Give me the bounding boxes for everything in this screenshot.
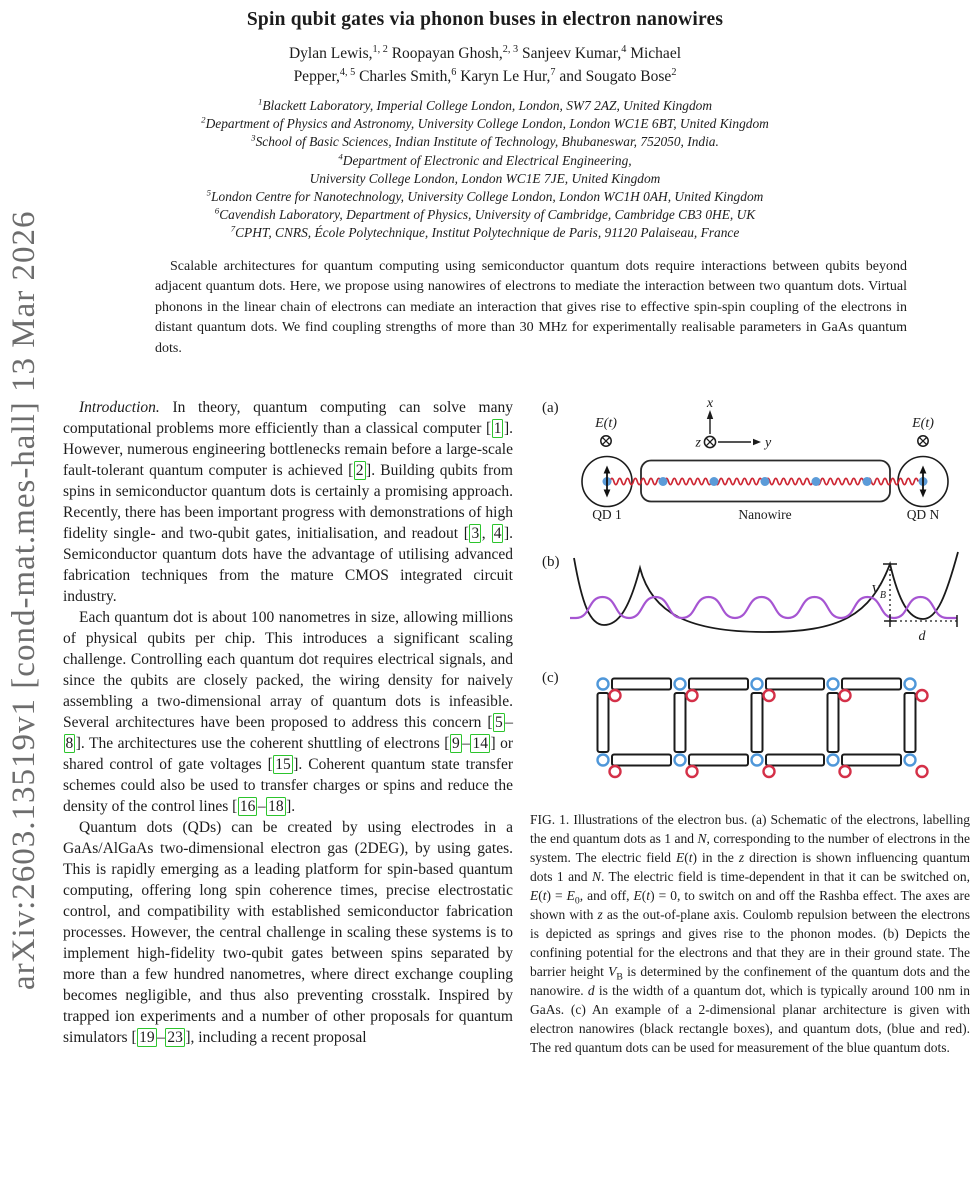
red-quantum-dot: [687, 690, 698, 701]
body-paragraph: [63, 607, 513, 817]
paragraph-text: Quantum dots (QDs) can be created by using electrodes in a GaAs/AlGaAs two-dimensional electron gas (2DEG), by using gates. This is rapidly emerging as a leading platform for spin-based quantum computing, offering long spin coherence times, precise electrostatic control, and compatibility with established semiconductor fabrication processes. However, the central challenge in scaling these systems is to implement high-fidelity two-qubit gates between spins separated by more than a few hundred nanometres, where direct exchange coupling becomes negligible, and thus also preventing crosstalk. Inspired by trapped ion experiments and a number of other proposals for quantum simulators [ 19 – 23 ], including a recent proposal: [63, 819, 513, 1046]
electron-dot: [659, 477, 668, 486]
left-column: [63, 397, 513, 1048]
x-axis-label: x: [706, 396, 714, 411]
nanowire-box: [598, 693, 609, 752]
paragraph-text: In theory, quantum computing can solve many computational problems more efficiently than a classical computer [ 1 ]. However, numerous engineering bottlenecks remain before a large-scale fault-tolerant quantum computer is achieved [ 2 ]. Building qubits from spins in semiconductor quantum dots is certainly a promising approach. Recently, there has been important progress with demonstrations of high fidelity single- and two-qubit gates, initialisation, and readout [ 3 , 4 ]. Semiconductor quantum dots have the advantage of utilising advanced fabrication techniques from the mature CMOS integrated circuit industry.: [63, 399, 514, 605]
nanowire-box: [842, 755, 901, 766]
author-line-2: Pepper,$^{4, 5}$ Charles Smith,$^6$ Karyn Le Hur,$^7$ and Sougato Bose$^2$: [293, 66, 677, 85]
figure-panel-b: [530, 544, 970, 662]
nanowire-box: [752, 693, 763, 752]
red-quantum-dot: [840, 766, 851, 777]
nanowire-box: [828, 693, 839, 752]
coordinate-axes: [695, 396, 772, 451]
citation-link[interactable]: 1: [493, 420, 502, 437]
citation-link[interactable]: 14: [472, 735, 488, 752]
author-line-1: Dylan Lewis,$^{1, 2}$ Roopayan Ghosh,$^{2, 3}$ Sanjeev Kumar,$^4$ Michael: [288, 43, 682, 62]
affiliation-line: University College London, London WC1E 7JE, United Kingdom: [309, 170, 661, 186]
qd1-label: QD 1: [592, 507, 622, 522]
blue-quantum-dot: [598, 679, 609, 690]
qdn-label: QD N: [906, 507, 940, 522]
paragraph-text: Each quantum dot is about 100 nanometres in size, allowing millions of physical qubits per chip. This introduces a significant scaling challenge. Controlling each quantum dot requires electrical signals, and since the qubits are closely packed, the wiring density for naively assembling a two-dimensional array of quantum dots is infeasible. Several architectures have been proposed to address this concern [ 5 –8 ]. The architectures use the coherent shuttling of electrons [ 9 – 14 ] or shared control of gate voltages [ 15 ]. Coherent quantum state transfer schemes could also be used to transfer charges or spins and reduce the density of the control lines [ 16 – 18 ].: [63, 609, 514, 815]
figure-caption: FIG. 1. Illustrations of the electron bus. (a) Schematic of the electrons, labelling the end quantum dots as 1 and N, corresponding to the number of electrons in the system. The electric field E(t) in the z direction is shown influencing quantum dots 1 and N. The electric field is time-dependent in that it can be switched on, $E(t) = E_0$, and off, E(t) = 0, to switch on and off the Rashba effect. The axes are shown with z as the out-of-plane axis. Coulomb repulsion between the electrons is depicted as springs and gives rise to the phonon modes. (b) Depicts the confining potential for the electrons and that they are in their ground state. The barrier height $V_B$ is determined by the confinement of the quantum dots and the nanowire. d is the width of a quantum dot, which is typically around 100 nm in GaAs. (c) An example of a 2-dimensional planar architecture is given with electron nanowires (black rectangle boxes), and quantum dots, (blue and red). The red quantum dots can be used for measurement of the blue quantum dots.: [530, 812, 970, 1055]
wavefunction-curve: [570, 597, 957, 618]
efield-label-right: E(t): [912, 416, 934, 431]
paper-title: Spin qubit gates via phonon buses in electron nanowires: [246, 9, 724, 30]
body-paragraph: [63, 397, 513, 607]
electron-dot: [812, 477, 821, 486]
citation-link[interactable]: 16: [239, 798, 256, 815]
abstract: [155, 257, 907, 360]
nanowire-box: [766, 679, 824, 690]
panel-c-label: (c): [542, 670, 559, 686]
red-quantum-dot: [764, 766, 775, 777]
z-axis-into-page-icon: [704, 436, 715, 447]
panel-b-label: (b): [542, 554, 560, 570]
blue-quantum-dot: [752, 755, 763, 766]
blue-quantum-dot: [905, 755, 916, 766]
electron-dot: [761, 477, 770, 486]
blue-quantum-dot: [828, 755, 839, 766]
blue-quantum-dot: [752, 679, 763, 690]
citation-link[interactable]: 23: [167, 1029, 183, 1046]
panel-a-label: (a): [542, 400, 559, 416]
blue-quantum-dot: [905, 679, 916, 690]
citation-link[interactable]: 2: [355, 462, 364, 479]
red-quantum-dot: [687, 766, 698, 777]
red-quantum-dot: [917, 690, 928, 701]
affiliation-line: $^6$Cavendish Laboratory, Department of Physics, University of Cambridge, Cambridge CB3 0HE, UK: [214, 205, 756, 223]
blue-quantum-dot: [598, 755, 609, 766]
nanowire-box: [905, 693, 916, 752]
nanowire-box: [689, 679, 748, 690]
nanowire-box: [842, 679, 901, 690]
body-paragraph: [63, 817, 513, 1048]
citation-link[interactable]: 18: [268, 798, 284, 815]
citation-link[interactable]: 8: [65, 735, 74, 752]
affiliation-line: $^1$Blackett Laboratory, Imperial College London, London, SW7 2AZ, United Kingdom: [257, 96, 713, 113]
abstract-text: Scalable architectures for quantum computing using semiconductor quantum dots require interactions between qubits beyond adjacent quantum dots. Here, we propose using nanowires of electrons to mediate the interaction between two quantum dots. Virtual phonons in the linear chain of electrons can mediate an interaction that gives rise to effective spin-spin coupling of the electrons in distant quantum dots. We find coupling strengths of more than 30 MHz for experimentally realisable parameters in GaAs quantum dots.: [155, 258, 907, 356]
figure-panel-c: [530, 662, 970, 802]
blue-quantum-dot: [828, 679, 839, 690]
efield-label-left: E(t): [595, 416, 617, 431]
citation-link[interactable]: 9: [451, 735, 460, 752]
paper-header: [0, 0, 970, 359]
planar-architecture-grid: [598, 679, 928, 778]
affiliation-line: $^7$CPHT, CNRS, École Polytechnique, Institut Polytechnique de Paris, 91120 Palaiseau, France: [230, 223, 740, 241]
blue-quantum-dot: [675, 755, 686, 766]
potential-curve: [574, 552, 958, 632]
citation-link[interactable]: 3: [471, 525, 480, 542]
nanowire-box: [675, 693, 686, 752]
affiliation-line: $^3$School of Basic Sciences, Indian Institute of Technology, Bhubaneswar, 752050, India.: [251, 132, 719, 150]
affiliation-line: $^4$Department of Electronic and Electrical Engineering,: [338, 151, 632, 168]
z-axis-label: z: [695, 435, 701, 451]
y-axis-label: y: [765, 435, 772, 451]
nanowire-label: Nanowire: [738, 507, 792, 522]
affiliation-line: $^2$Department of Physics and Astronomy, University College London, London WC1E 6BT, United Kingdom: [201, 114, 769, 132]
red-quantum-dot: [764, 690, 775, 701]
electron-dot: [710, 477, 719, 486]
field-into-page-icon: [918, 436, 928, 446]
nanowire-box: [612, 679, 671, 690]
red-quantum-dot: [610, 690, 621, 701]
nanowire-box: [689, 755, 748, 766]
red-quantum-dot: [610, 766, 621, 777]
nanowire-box: [766, 755, 824, 766]
paragraph-lead: Introduction.: [79, 399, 160, 416]
dot-width-label: d: [918, 629, 926, 644]
affiliations: [0, 97, 970, 243]
blue-quantum-dot: [675, 679, 686, 690]
nanowire-box: [612, 755, 671, 766]
figure-panel-a: [530, 394, 970, 544]
field-into-page-icon: [601, 436, 611, 446]
author-block: [0, 42, 970, 88]
right-column: [530, 394, 970, 1057]
arxiv-watermark: arXiv:2603.13519v1 [cond-mat.mes-hall] 13 Mar 2026: [6, 210, 42, 990]
affiliation-line: $^5$London Centre for Nanotechnology, University College London, London WC1H 0AH, United Kingdom: [206, 187, 764, 205]
citation-link[interactable]: 4: [493, 525, 502, 542]
citation-link[interactable]: 19: [139, 1029, 155, 1046]
citation-link[interactable]: 15: [275, 756, 291, 773]
red-quantum-dot: [917, 766, 928, 777]
citation-link[interactable]: 5: [495, 714, 503, 731]
barrier-height-label: $V_B$: [871, 583, 886, 601]
red-quantum-dot: [840, 690, 851, 701]
figure-1: [530, 394, 970, 1057]
electron-dot: [863, 477, 872, 486]
